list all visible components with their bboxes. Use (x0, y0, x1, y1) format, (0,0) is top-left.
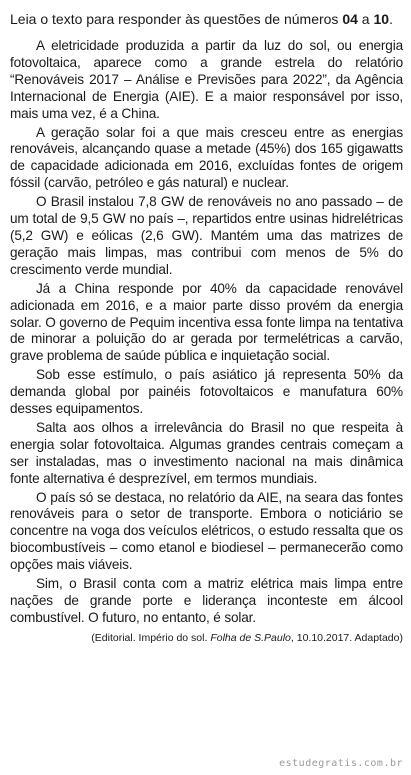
source-prefix: (Editorial. Império do sol. (91, 631, 211, 644)
site-watermark: estudegratis.com.br (279, 758, 403, 769)
source-citation (10, 631, 403, 645)
paragraph-6: Salta aos olhos a irrelevância do Brasil no que respeita à energia solar fotovoltaica. Algumas grandes centrais começam a ser instaladas, mas o investimento nacional na mais dinâmica fonte alternativa é desprezível, em termos mundiais. (10, 419, 403, 486)
paragraph-1: A eletricidade produzida a partir da luz do sol, ou energia fotovoltaica, aparece como a grande estrela do relatório “Renováveis 2017 – Análise e Previsões para 2022”, da Agência Internacional de Energia (AIE). E a maior responsável por isso, mais uma vez, é a China. (10, 38, 403, 121)
question-number-from: 04 (342, 11, 358, 27)
paragraph-5: Sob esse estímulo, o país asiático já representa 50% da demanda global por painéis fotovoltaicos e manufatura 60% desses equipamentos. (10, 367, 403, 417)
source-suffix: , 10.10.2017. Adaptado) (290, 631, 403, 644)
article-body (10, 38, 403, 627)
instruction-prefix: Leia o texto para responder às questões de números (10, 11, 343, 27)
instruction-middle: a (357, 11, 374, 27)
paragraph-3: O Brasil instalou 7,8 GW de renováveis no ano passado – de um total de 9,5 GW no país –, repartidos entre usinas hidrelétricas (5,2 GW) e eólicas (2,6 GW). Mantém uma das matrizes de geração mais limpas, mas contribui com menos de 5% do crescimento verde mundial. (10, 194, 403, 277)
instruction-line (10, 10, 403, 28)
paragraph-7: O país só se destaca, no relatório da AIE, na seara das fontes renováveis para o setor de transporte. Embora o noticiário se concentre na voga dos veículos elétricos, o estudo ressalta que os biocombustíveis – como etanol e biodiesel – permanecerão como opções mais viáveis. (10, 489, 403, 573)
question-number-to: 10 (373, 11, 390, 27)
paragraph-4: Já a China responde por 40% da capacidade renovável adicionada em 2016, e a maior parte disso provém da energia solar. O governo de Pequim incentiva essa fonte limpa na tentativa de minorar a poluição do ar gerada por termelétricas a carvão, grave problema de saúde pública e inquietação social. (10, 280, 403, 364)
paragraph-2: A geração solar foi a que mais cresceu entre as energias renováveis, alcançando quase a metade (45%) dos 165 gigawatts de capacidade adicionada em 2016, excluídas fontes de origem fóssil (carvão, petróleo e gás natural) e nuclear. (10, 124, 403, 191)
source-publication: Folha de S.Paulo (210, 631, 291, 644)
paragraph-8: Sim, o Brasil conta com a matriz elétrica mais limpa entre nações de grande porte e liderança inconteste em álcool combustível. O futuro, no entanto, é solar. (10, 576, 403, 625)
instruction-suffix: . (389, 11, 393, 27)
